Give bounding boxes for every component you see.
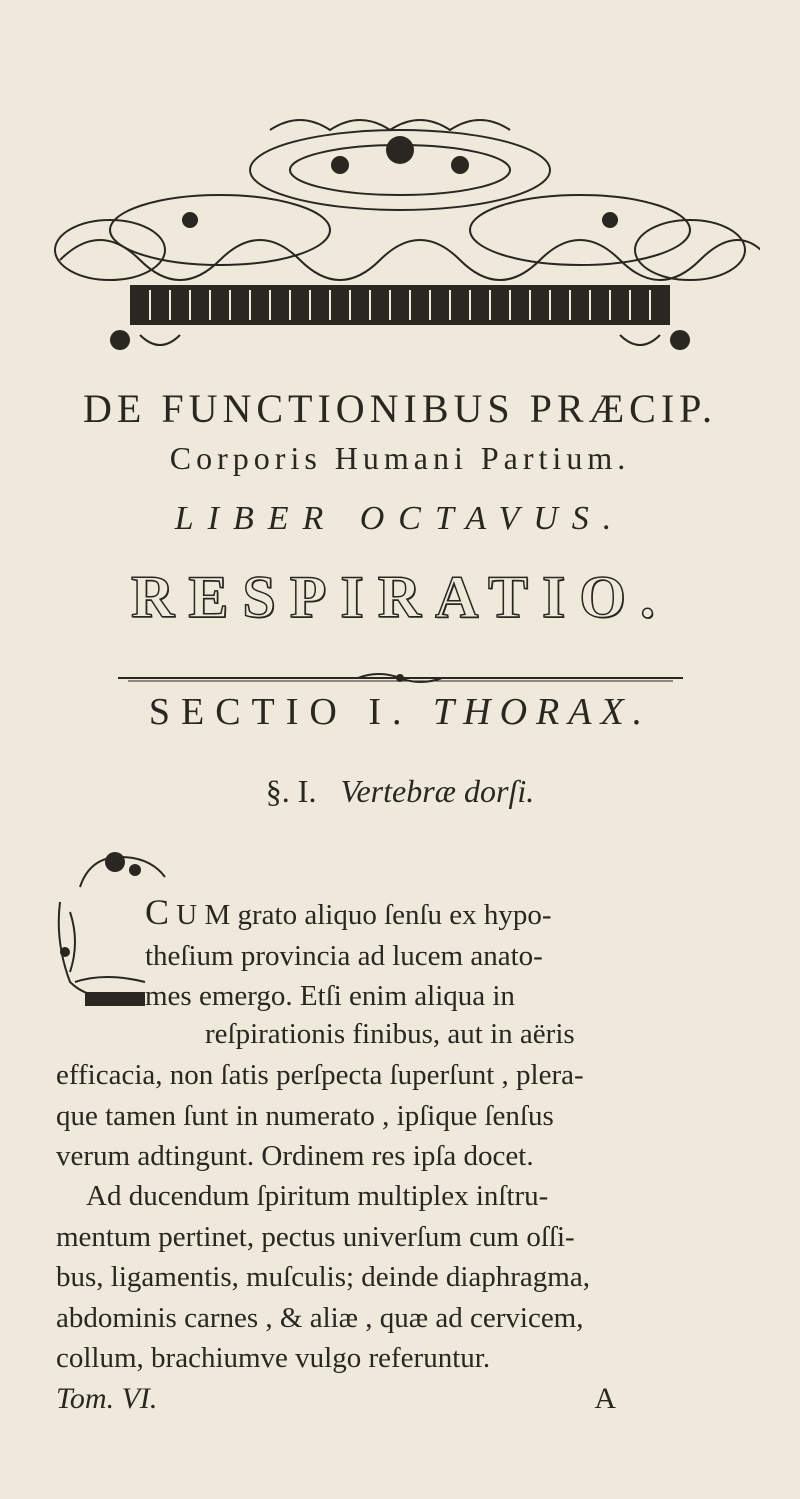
section-name: THORAX.	[433, 691, 652, 733]
text-line	[56, 1176, 776, 1217]
text-line-content: U M grato aliquo ſenſu ex hypo-	[176, 899, 552, 931]
dropcap-letter: C	[145, 892, 170, 932]
page-footer	[56, 1382, 616, 1416]
signature-mark: A	[594, 1382, 616, 1415]
paragraph-continuation	[56, 1055, 776, 1177]
paragraph-title: Vertebræ dorſi.	[340, 773, 535, 809]
text-line: reſpirationis finibus, aut in aëris	[205, 1018, 575, 1050]
text-line: mentum pertinet, pectus univerſum cum oſſi-	[56, 1220, 575, 1253]
section-label: SECTIO I.	[148, 691, 413, 733]
paragraph-heading	[0, 773, 800, 810]
text-line: abdominis carnes , & aliæ , quæ ad cervicem,	[56, 1301, 584, 1334]
main-title: DE FUNCTIONIBUS PRÆCIP.	[83, 386, 717, 431]
opening-line-4	[205, 1014, 775, 1055]
paragraph-number: §. I.	[265, 773, 317, 809]
text-line: efficacia, non ſatis perſpecta ſuperſunt , plera-	[56, 1059, 584, 1091]
book-heading: LIBER OCTAVUS.	[174, 500, 626, 537]
text-line: collum, brachiumve vulgo referuntur.	[56, 1342, 491, 1374]
subject-heading: RESPIRATIO.	[131, 564, 669, 630]
volume-label: Tom. VI.	[56, 1382, 158, 1415]
subtitle: Corporis Humani Partium.	[169, 440, 631, 476]
text-line	[145, 892, 775, 936]
headpiece-ornament	[40, 110, 760, 360]
text-line: theſium provincia ad lucem anato-	[145, 939, 543, 972]
text-line: que tamen ſunt in numerato , ipſique ſenſus	[56, 1099, 554, 1132]
opening-lines	[145, 892, 775, 1017]
text-line-content: Ad ducendum ſpiritum multiplex inſtru-	[86, 1180, 549, 1212]
ornamental-rule	[118, 672, 683, 684]
section-heading	[0, 690, 800, 734]
text-line: bus, ligamentis, muſculis; deinde diaphragma,	[56, 1261, 590, 1293]
text-line: verum adtingunt. Ordinem res ipſa docet.	[56, 1140, 534, 1172]
paragraph-2	[56, 1176, 776, 1379]
text-line: mes emergo. Etſi enim aliqua in	[145, 980, 515, 1012]
